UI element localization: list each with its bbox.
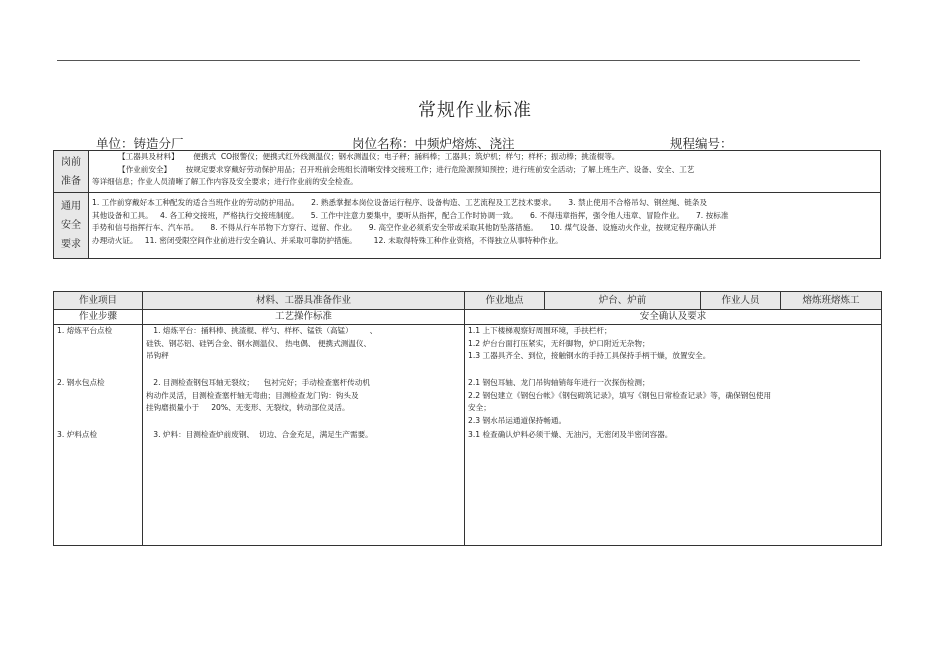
requirements-table	[53, 150, 881, 259]
staff-value: 熔炼班熔炼工	[781, 292, 882, 310]
safety-line: 3.1 检查确认炉料必须干燥、无油污，无密闭及半密闭容器。	[468, 430, 673, 439]
safety-line: 2.1 钢包耳轴、龙门吊钩轴销每年进行一次探伤检测；	[468, 378, 650, 387]
page-title: 常规作业标准	[418, 100, 532, 121]
safety-line: 1.1 上下楼梯观察好周围环境，手扶栏杆；	[468, 326, 612, 335]
process-line: 构动作灵活，目测检查塞杆轴无弯曲；目测检查龙门钩：钩头及	[146, 390, 359, 400]
prep-line: 等详细信息；作业人员清晰了解工作内容及安全要求；进行作业前的安全检查。	[92, 177, 358, 186]
col-process-header: 工艺操作标准	[143, 310, 465, 325]
safety-cell	[465, 325, 882, 546]
top-rule	[57, 60, 860, 61]
safety-line: 2.3 钢水吊运通道保持畅通。	[468, 415, 567, 425]
project-value: 材料、工器具准备作业	[143, 292, 465, 310]
step-name: 1. 熔炼平台点检	[57, 326, 113, 335]
process-line: 3. 炉料：目测检查炉前废钢、 切边、合金充足，满足生产需要。	[146, 430, 373, 439]
process-line: 硅铁、钢芯铝、硅钙合金、钢水测温仪、 热电偶、 便携式测温仪、	[146, 338, 372, 348]
process-line: 2. 目测检查钢包耳轴无裂纹； 包衬完好；手动检查塞杆传动机	[146, 378, 370, 387]
prep-line: 【作业前安全】 按规定要求穿戴好劳动保护用品；召开班前会班组长清晰安排交接班工作；进行危险源预知预控；进行班前安全活动；了解上班生产、设备、安全、工艺	[118, 164, 695, 174]
safety-line: 1.3 工器具齐全、到位，接触钢水的手持工具保持手柄干燥，放置安全。	[468, 351, 711, 360]
general-line: 办理动火证。 11. 密闭受限空间作业前进行安全确认、并采取可靠防护措施。 12. 未取得特殊工种作业资格，不得独立从事特种作业。	[92, 235, 563, 245]
general-line: 1. 工作前穿戴好本工种配发的适合当班作业的劳动防护用品。 2. 熟悉掌握本岗位设备运行程序、设备构造、工艺流程及工艺技术要求。 3. 禁止使用不合格吊勾、钢丝绳、链条及	[92, 198, 708, 207]
location-value: 炉台、炉前	[545, 292, 701, 310]
safety-line: 安全；	[468, 403, 491, 412]
project-label: 作业项目	[54, 292, 143, 310]
safety-line: 1.2 炉台台面打压紧实，无纤脚物，炉口附近无杂物；	[468, 338, 650, 348]
prep-content	[89, 151, 881, 193]
process-cell	[143, 325, 465, 546]
unit-label: 单位：铸造分厂	[96, 136, 184, 151]
general-line: 手势和信号指挥行车、汽车吊。 8. 不得从行车吊物下方穿行、逗留、作业。 9. 高空作业必须系安全带或采取其他防坠落措施。 10. 煤气设备、设施动火作业，按规定程序确认并	[92, 223, 717, 232]
step-name: 3. 炉料点检	[57, 430, 98, 439]
process-line: 挂钩磨损量小于 20%、无变形、无裂纹，转动部位灵活。	[146, 403, 350, 412]
location-label: 作业地点	[465, 292, 545, 310]
general-safety-content	[89, 193, 881, 259]
safety-line: 2.2 钢包建立《钢包台帐》《钢包砌筑记录》，填写《钢包日常检查记录》等，确保钢包使用	[468, 390, 772, 400]
general-safety-label: 通用 安全 要求	[54, 193, 89, 259]
procedure-code-label: 规程编号：	[670, 136, 733, 151]
staff-label: 作业人员	[701, 292, 781, 310]
job-table	[53, 291, 882, 546]
col-steps-header: 作业步骤	[54, 310, 143, 325]
general-line: 其他设备和工具。 4. 各工种交接班，严格执行交接班制度。 5. 工作中注意力要集中，要听从指挥，配合工作时协调一致。 6. 不得违章指挥，强令他人违章、冒险作业。 7. 按标准	[92, 210, 729, 220]
prep-label: 岗前 准备	[54, 151, 89, 193]
step-name: 2. 钢水包点检	[57, 378, 105, 387]
col-safety-header: 安全确认及要求	[465, 310, 882, 325]
post-name-label: 岗位名称：中频炉熔炼、浇注	[352, 136, 515, 151]
process-line: 吊钩秤	[146, 351, 169, 360]
process-line: 1. 熔炼平台：捅料棒、挑渣棍、样勺、样杯、锰铁（高锰） 、	[146, 326, 378, 335]
steps-cell	[54, 325, 143, 546]
prep-line: 【工器具及材料】 便携式 CO报警仪；便携式红外线测温仪；钢水测温仪；电子秤；捅料棒；工器具；筑炉机；样勺；样杯；振动棒；挑渣棍等。	[118, 152, 620, 161]
